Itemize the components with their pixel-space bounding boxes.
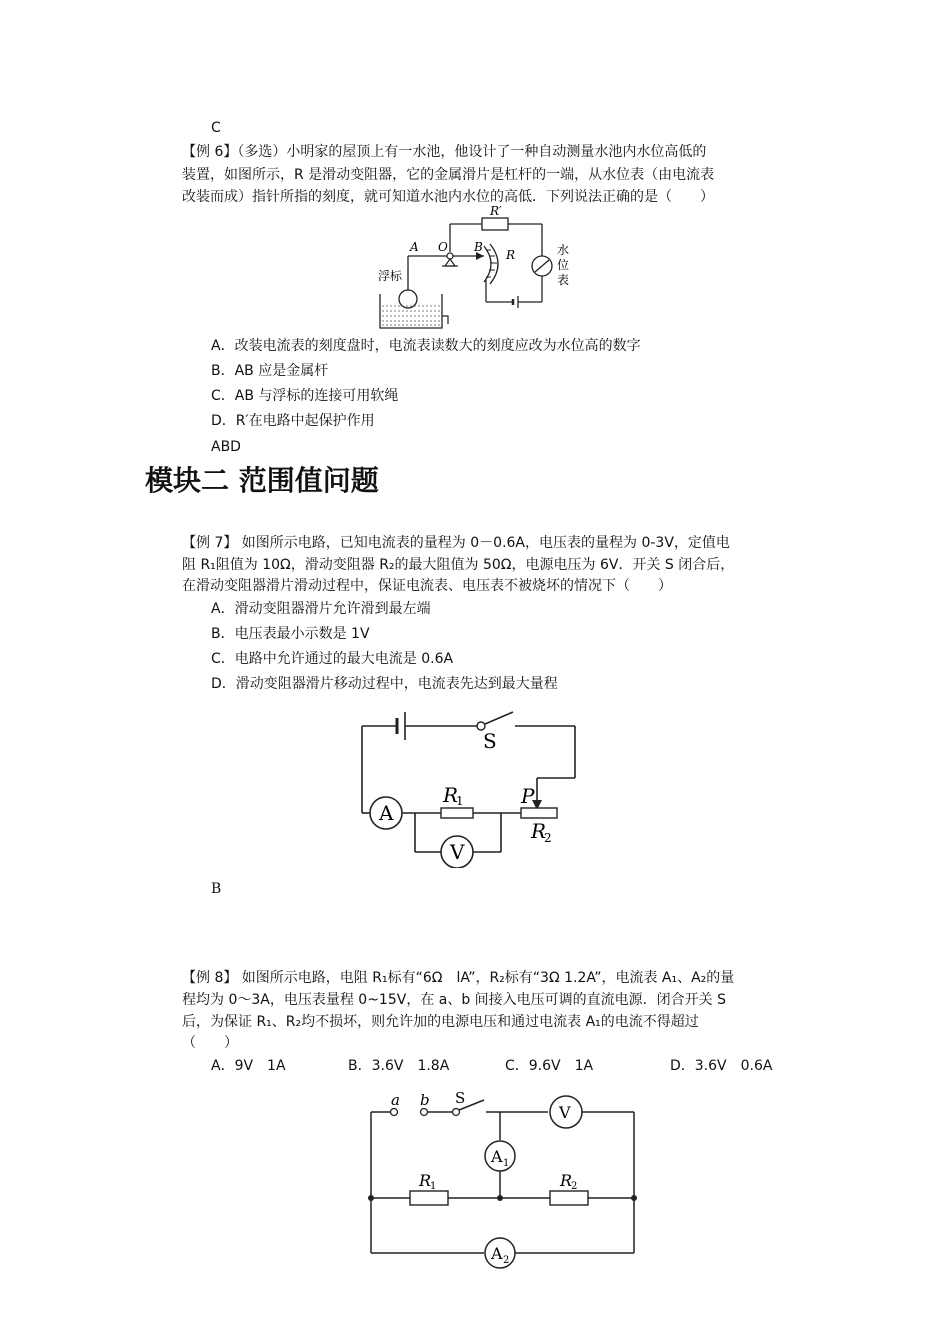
r2-label: R xyxy=(560,1171,573,1190)
terminal-b xyxy=(421,1109,428,1116)
ex8-option-b: B．3.6V 1.8A xyxy=(348,1058,450,1074)
module-heading: 模块二 范围值问题 xyxy=(145,464,379,497)
ex7-option-d: D．滑动变阻器滑片移动过程中，电流表先达到最大量程 xyxy=(211,676,558,692)
float-label: 浮标 xyxy=(378,269,403,283)
rheostat-label: R xyxy=(506,248,516,262)
resistor-r1 xyxy=(441,808,473,818)
r2-label: R xyxy=(531,819,547,843)
switch-s xyxy=(453,1109,460,1116)
ex6-question-line-2: 装置，如图所示，R 是滑动变阻器，它的金属滑片是杠杆的一端，从水位表（由电流表 xyxy=(182,167,715,183)
point-a-label: A xyxy=(410,240,419,254)
point-o-label: O xyxy=(438,240,448,254)
float xyxy=(399,290,417,308)
water-level-device-figure xyxy=(372,204,582,332)
r1-subscript: 1 xyxy=(430,1181,437,1192)
ammeter-a1-subscript: 1 xyxy=(503,1158,510,1169)
ex7-question-line-1: 【例 7】 如图所示电路，已知电流表的量程为 0－0.6A，电压表的量程为 0-3V，定值电 xyxy=(182,535,730,551)
terminal-b-label: b xyxy=(420,1091,430,1109)
ex8-question-line-4: （ ） xyxy=(182,1035,238,1051)
r2-subscript: 2 xyxy=(571,1181,578,1192)
ex8-option-d: D．3.6V 0.6A xyxy=(670,1058,773,1074)
ex7-question-line-2: 阻 R₁阻值为 10Ω，滑动变阻器 R₂的最大阻值为 50Ω，电源电压为 6V．开关 S 闭合后， xyxy=(182,557,735,573)
r-prime-resistor xyxy=(482,218,508,230)
ex8-question-line-2: 程均为 0～3A，电压表量程 0~15V，在 a、b 间接入电压可调的直流电源．闭合开关 S xyxy=(182,992,727,1008)
ammeter-a2-label: A xyxy=(491,1244,503,1263)
ex6-option-b: B．AB 应是金属杆 xyxy=(211,363,329,379)
ex6-answer: ABD xyxy=(211,439,241,455)
ex7-answer: B xyxy=(211,881,222,897)
ex7-question-line-3: 在滑动变阻器滑片滑动过程中，保证电流表、电压表不被烧坏的情况下（ ） xyxy=(182,578,672,594)
ex7-circuit-figure xyxy=(355,708,585,868)
meter-label-1: 水 xyxy=(557,243,570,257)
r-prime-label: R′ xyxy=(490,204,502,218)
ex6-option-a: A．改装电流表的刻度盘时，电流表读数大的刻度应改为水位高的数字 xyxy=(211,338,641,354)
switch-label: S xyxy=(455,1089,466,1107)
ex6-option-d: D．R′在电路中起保护作用 xyxy=(211,413,375,429)
ex6-question-line-3: 改装而成）指针所指的刻度，就可知道水池内水位的高低．下列说法正确的是（ ） xyxy=(182,189,714,205)
r1-subscript: 1 xyxy=(456,794,464,808)
ex7-option-b: B．电压表最小示数是 1V xyxy=(211,626,370,642)
r1-label: R xyxy=(419,1171,432,1190)
ex8-question-line-3: 后，为保证 R₁、R₂均不损坏，则允许加的电源电压和通过电流表 A₁的电流不得超过 xyxy=(182,1014,699,1030)
ammeter-a2-subscript: 2 xyxy=(503,1255,510,1266)
ex6-option-c: C．AB 与浮标的连接可用软绳 xyxy=(211,388,399,404)
voltmeter-label: V xyxy=(450,840,465,864)
ex7-option-c: C．电路中允许通过的最大电流是 0.6A xyxy=(211,651,454,667)
rheostat-r2 xyxy=(521,808,557,818)
ex8-option-c: C．9.6V 1A xyxy=(505,1058,594,1074)
slider-label: P xyxy=(521,784,535,808)
resistor-r1 xyxy=(410,1191,448,1205)
terminal-a xyxy=(391,1109,398,1116)
previous-answer: C xyxy=(211,120,221,136)
resistor-r2 xyxy=(550,1191,588,1205)
ex7-option-a: A．滑动变阻器滑片允许滑到最左端 xyxy=(211,601,431,617)
meter-label-3: 表 xyxy=(557,273,570,287)
terminal-a-label: a xyxy=(391,1091,400,1109)
ex8-question-line-1: 【例 8】 如图所示电路，电阻 R₁标有“6Ω lA”，R₂标有“3Ω 1.2A”，电流表 A₁、A₂的量 xyxy=(182,970,735,986)
ex6-question-line-1: 【例 6】（多选）小明家的屋顶上有一水池，他设计了一种自动测量水池内水位高低的 xyxy=(182,144,707,160)
voltmeter-label: V xyxy=(559,1103,571,1122)
switch-label: S xyxy=(483,729,497,753)
ammeter-a1-label: A xyxy=(491,1147,503,1166)
point-b-label: B xyxy=(474,240,483,254)
r1-label: R xyxy=(443,783,459,807)
r2-subscript: 2 xyxy=(544,831,552,845)
ammeter-label: A xyxy=(379,801,394,825)
ex8-option-a: A．9V 1A xyxy=(211,1058,286,1074)
ex8-circuit-figure xyxy=(362,1088,642,1270)
meter-label-2: 位 xyxy=(557,258,570,272)
